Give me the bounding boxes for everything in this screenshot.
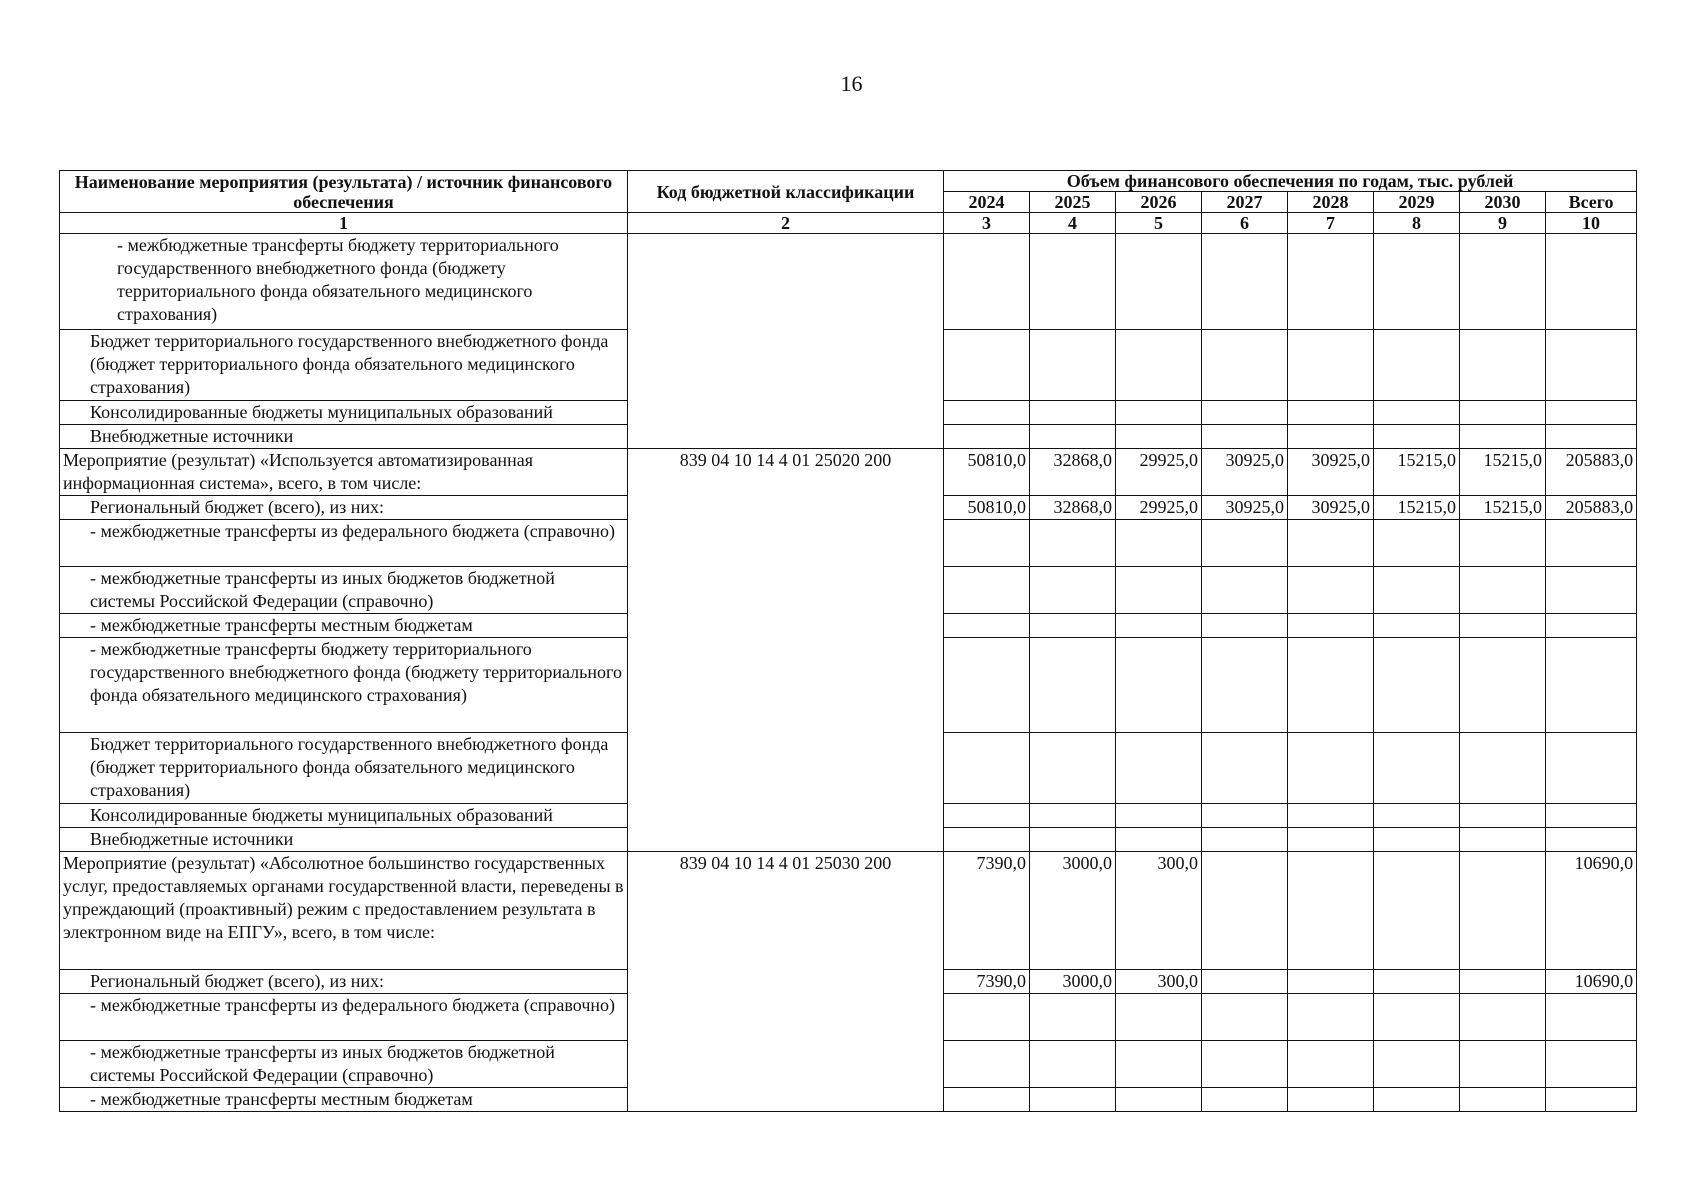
- page-number: 16: [840, 71, 863, 96]
- row-value: [1116, 828, 1202, 852]
- row-value: [944, 994, 1030, 1041]
- row-source-name: Внебюджетные источники: [60, 425, 628, 449]
- row-value: [1546, 828, 1637, 852]
- row-value: 3000,0: [1030, 970, 1116, 994]
- column-number: 5: [1116, 213, 1202, 234]
- row-value: [1116, 804, 1202, 828]
- row-value: 29925,0: [1116, 496, 1202, 520]
- row-source-name: Консолидированные бюджеты муниципальных образований: [60, 401, 628, 425]
- column-number: 2: [628, 213, 944, 234]
- row-source-name: - межбюджетные трансферты из федерального бюджета (справочно): [60, 520, 628, 567]
- row-value: [1546, 614, 1637, 638]
- row-value: [944, 614, 1030, 638]
- row-source-name: - межбюджетные трансферты местным бюджетам: [60, 1088, 628, 1112]
- row-value: [944, 733, 1030, 804]
- row-value: [1202, 1088, 1288, 1112]
- row-value: [944, 520, 1030, 567]
- row-value: [1546, 401, 1637, 425]
- row-value: [1374, 401, 1460, 425]
- row-value: 7390,0: [944, 852, 1030, 970]
- row-value: [1202, 614, 1288, 638]
- row-value: [1460, 994, 1546, 1041]
- row-value: [1288, 804, 1374, 828]
- row-value: [1288, 401, 1374, 425]
- row-value: [1288, 970, 1374, 994]
- row-activity-name: Мероприятие (результат) «Абсолютное большинство государственных услуг, предоставляемых органами государственной власти, переведены в упреждающий (проактивный) режим с предоставлением результата в электронном виде на ЕПГУ», всего, в том числе:: [60, 852, 628, 970]
- row-value: [1460, 614, 1546, 638]
- row-value: [1288, 425, 1374, 449]
- header-year: 2026: [1116, 192, 1202, 213]
- row-value: [1202, 828, 1288, 852]
- row-activity-name: Мероприятие (результат) «Используется автоматизированная информационная система», всего, в том числе:: [60, 449, 628, 496]
- row-value: [1546, 994, 1637, 1041]
- row-value: [1202, 520, 1288, 567]
- row-value: [1288, 520, 1374, 567]
- row-value: [1116, 567, 1202, 614]
- row-value: [1202, 234, 1288, 330]
- header-year: 2029: [1374, 192, 1460, 213]
- row-value: [1030, 804, 1116, 828]
- row-value: [1202, 1041, 1288, 1088]
- row-value: 30925,0: [1202, 449, 1288, 496]
- row-value: [1374, 970, 1460, 994]
- row-value: 32868,0: [1030, 449, 1116, 496]
- row-value: [1460, 234, 1546, 330]
- row-value: [1288, 1088, 1374, 1112]
- row-value: [1374, 994, 1460, 1041]
- row-value: [1288, 828, 1374, 852]
- row-value: [1374, 330, 1460, 401]
- row-value: [1030, 1088, 1116, 1112]
- table-body: [60, 234, 1637, 1112]
- row-value: [1116, 1041, 1202, 1088]
- row-value: [1460, 638, 1546, 733]
- row-code: 839 04 10 14 4 01 25020 200: [628, 449, 944, 852]
- column-number: 4: [1030, 213, 1116, 234]
- row-value: [1460, 330, 1546, 401]
- row-source-name: Региональный бюджет (всего), из них:: [60, 970, 628, 994]
- row-value: 30925,0: [1202, 496, 1288, 520]
- row-value: [1116, 638, 1202, 733]
- row-value: 10690,0: [1546, 970, 1637, 994]
- column-number: 8: [1374, 213, 1460, 234]
- row-value: [1030, 520, 1116, 567]
- row-value: [1546, 638, 1637, 733]
- row-value: [1288, 1041, 1374, 1088]
- header-funding-group: Объем финансового обеспечения по годам, тыс. рублей: [944, 171, 1637, 192]
- row-value: [1374, 638, 1460, 733]
- row-value: [944, 401, 1030, 425]
- row-value: [1374, 828, 1460, 852]
- row-source-name: - межбюджетные трансферты из федерального бюджета (справочно): [60, 994, 628, 1041]
- row-code: [628, 234, 944, 449]
- row-value: [944, 567, 1030, 614]
- row-value: 15215,0: [1374, 449, 1460, 496]
- row-value: [1374, 234, 1460, 330]
- header-name-column: Наименование мероприятия (результата) / источник финансового обеспечения: [60, 171, 628, 213]
- row-code: 839 04 10 14 4 01 25030 200: [628, 852, 944, 1112]
- row-value: 10690,0: [1546, 852, 1637, 970]
- row-value: [1288, 733, 1374, 804]
- row-value: [1202, 994, 1288, 1041]
- row-value: [944, 425, 1030, 449]
- column-number: 9: [1460, 213, 1546, 234]
- header-total: Всего: [1546, 192, 1637, 213]
- row-value: 50810,0: [944, 496, 1030, 520]
- row-value: [1030, 614, 1116, 638]
- row-value: [1116, 425, 1202, 449]
- row-value: [1030, 330, 1116, 401]
- row-value: 300,0: [1116, 852, 1202, 970]
- row-value: [1546, 234, 1637, 330]
- row-value: [1202, 852, 1288, 970]
- row-value: [1546, 425, 1637, 449]
- row-value: [1202, 638, 1288, 733]
- row-value: [1202, 970, 1288, 994]
- column-number: 7: [1288, 213, 1374, 234]
- row-value: [1374, 804, 1460, 828]
- row-source-name: Региональный бюджет (всего), из них:: [60, 496, 628, 520]
- table-header: [60, 171, 1637, 234]
- row-value: [1546, 567, 1637, 614]
- row-value: 205883,0: [1546, 496, 1637, 520]
- row-value: [1374, 1088, 1460, 1112]
- row-value: [1288, 614, 1374, 638]
- row-value: [1030, 1041, 1116, 1088]
- header-year: 2027: [1202, 192, 1288, 213]
- row-source-name: - межбюджетные трансферты из иных бюджетов бюджетной системы Российской Федерации (справочно): [60, 1041, 628, 1088]
- row-value: 30925,0: [1288, 496, 1374, 520]
- row-value: [1202, 567, 1288, 614]
- row-value: [1030, 234, 1116, 330]
- row-value: [1546, 733, 1637, 804]
- row-value: [944, 234, 1030, 330]
- row-source-name: Внебюджетные источники: [60, 828, 628, 852]
- row-value: 50810,0: [944, 449, 1030, 496]
- row-value: [1116, 520, 1202, 567]
- row-source-name: - межбюджетные трансферты бюджету территориального государственного внебюджетного фонда (бюджету территориального фонда обязательного медицинского страхования): [60, 234, 628, 330]
- row-value: [1288, 234, 1374, 330]
- row-source-name: - межбюджетные трансферты из иных бюджетов бюджетной системы Российской Федерации (справочно): [60, 567, 628, 614]
- row-value: [1460, 828, 1546, 852]
- row-value: [944, 1041, 1030, 1088]
- row-value: [1460, 970, 1546, 994]
- financing-table: [59, 170, 1637, 1112]
- table-row: [60, 852, 1637, 970]
- row-value: [1374, 852, 1460, 970]
- row-value: [1116, 733, 1202, 804]
- row-value: [1374, 520, 1460, 567]
- row-value: [1374, 425, 1460, 449]
- row-value: [1460, 733, 1546, 804]
- row-source-name: Бюджет территориального государственного внебюджетного фонда (бюджет территориального фонда обязательного медицинского страхования): [60, 330, 628, 401]
- row-value: [1546, 1088, 1637, 1112]
- row-value: [1460, 567, 1546, 614]
- row-value: 3000,0: [1030, 852, 1116, 970]
- column-number: 10: [1546, 213, 1637, 234]
- row-value: [1116, 614, 1202, 638]
- table-row: [60, 449, 1637, 496]
- row-value: [1116, 1088, 1202, 1112]
- row-value: [1030, 994, 1116, 1041]
- row-value: [944, 828, 1030, 852]
- row-value: [1460, 520, 1546, 567]
- row-value: [1288, 994, 1374, 1041]
- row-value: [1374, 567, 1460, 614]
- row-value: [1374, 733, 1460, 804]
- row-value: 29925,0: [1116, 449, 1202, 496]
- row-value: 15215,0: [1374, 496, 1460, 520]
- row-value: [1030, 567, 1116, 614]
- row-value: [1202, 401, 1288, 425]
- row-value: [1374, 1041, 1460, 1088]
- header-year: 2030: [1460, 192, 1546, 213]
- row-value: [1460, 401, 1546, 425]
- row-source-name: Бюджет территориального государственного внебюджетного фонда (бюджет территориального фонда обязательного медицинского страхования): [60, 733, 628, 804]
- row-value: [1546, 1041, 1637, 1088]
- table-row: [60, 234, 1637, 330]
- row-value: 32868,0: [1030, 496, 1116, 520]
- row-value: [1546, 330, 1637, 401]
- row-value: [1288, 852, 1374, 970]
- header-code-column: Код бюджетной классификации: [628, 171, 944, 213]
- header-year: 2024: [944, 192, 1030, 213]
- row-value: [1288, 638, 1374, 733]
- header-year: 2025: [1030, 192, 1116, 213]
- row-value: 15215,0: [1460, 449, 1546, 496]
- row-source-name: - межбюджетные трансферты местным бюджетам: [60, 614, 628, 638]
- row-value: [944, 1088, 1030, 1112]
- row-value: [944, 330, 1030, 401]
- row-value: [1202, 330, 1288, 401]
- row-value: [1460, 1041, 1546, 1088]
- row-value: [1202, 804, 1288, 828]
- row-value: [1546, 804, 1637, 828]
- row-value: [1116, 994, 1202, 1041]
- row-value: 205883,0: [1546, 449, 1637, 496]
- header-year: 2028: [1288, 192, 1374, 213]
- column-number: 1: [60, 213, 628, 234]
- row-value: [1116, 401, 1202, 425]
- column-number: 6: [1202, 213, 1288, 234]
- row-value: [944, 638, 1030, 733]
- row-value: 7390,0: [944, 970, 1030, 994]
- row-value: [1202, 733, 1288, 804]
- row-value: [1030, 828, 1116, 852]
- row-value: [1116, 234, 1202, 330]
- row-value: 30925,0: [1288, 449, 1374, 496]
- row-value: [1460, 852, 1546, 970]
- row-value: [1030, 425, 1116, 449]
- row-value: [1030, 401, 1116, 425]
- row-value: [1030, 638, 1116, 733]
- row-source-name: Консолидированные бюджеты муниципальных образований: [60, 804, 628, 828]
- row-value: [1460, 1088, 1546, 1112]
- row-value: [1460, 425, 1546, 449]
- row-source-name: - межбюджетные трансферты бюджету территориального государственного внебюджетного фонда (бюджету территориального фонда обязательного медицинского страхования): [60, 638, 628, 733]
- row-value: [1202, 425, 1288, 449]
- row-value: [1288, 330, 1374, 401]
- column-number: 3: [944, 213, 1030, 234]
- row-value: [1374, 614, 1460, 638]
- row-value: [1288, 567, 1374, 614]
- row-value: [1030, 733, 1116, 804]
- row-value: 15215,0: [1460, 496, 1546, 520]
- row-value: [944, 804, 1030, 828]
- row-value: [1460, 804, 1546, 828]
- row-value: 300,0: [1116, 970, 1202, 994]
- row-value: [1116, 330, 1202, 401]
- row-value: [1546, 520, 1637, 567]
